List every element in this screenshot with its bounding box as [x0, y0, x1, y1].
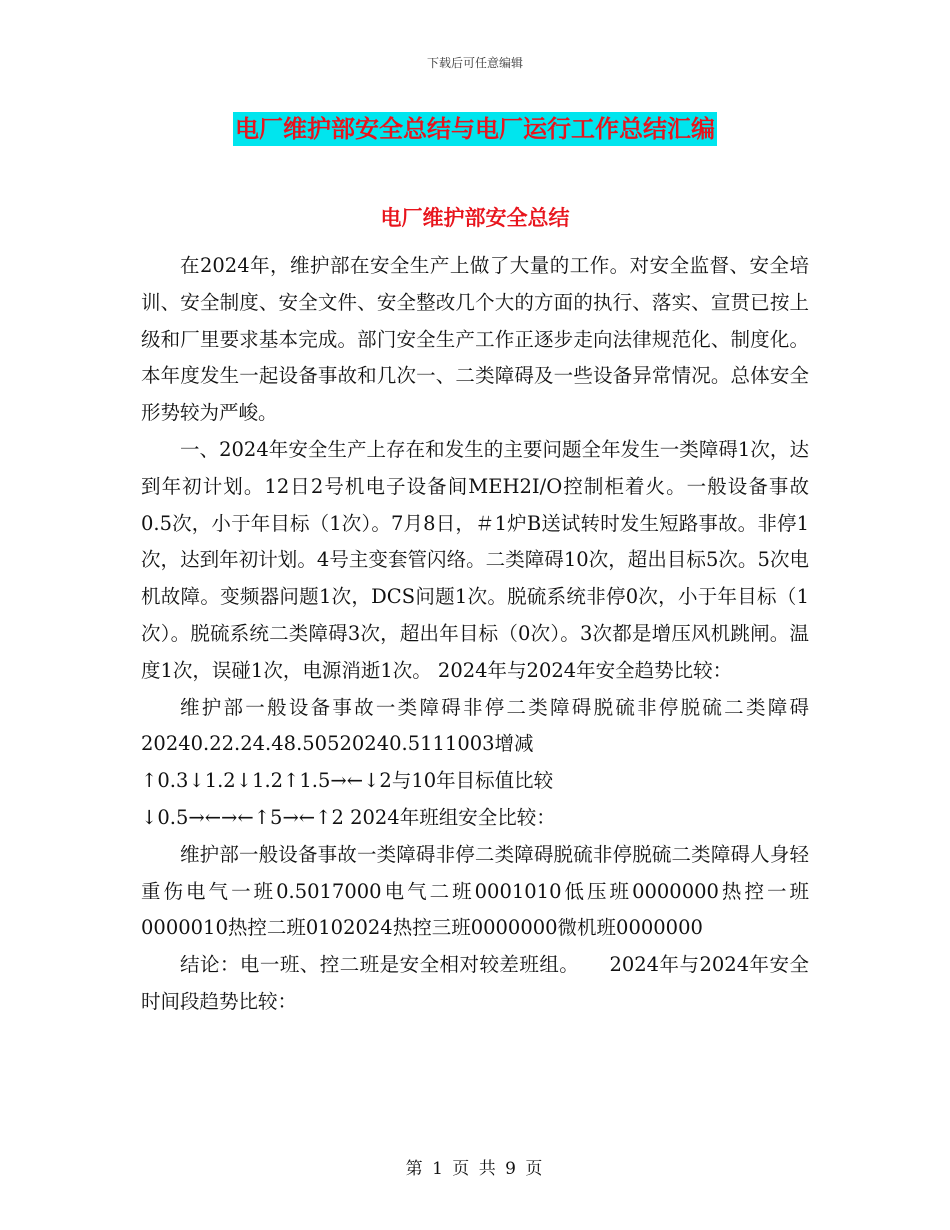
paragraph-trend-table: 维护部一般设备事故一类障碍非停二类障碍脱硫非停脱硫二类障碍20240.22.24.48.50520240.5111003增减 [141, 695, 809, 756]
paragraph-conclusion: 结论：电一班、控二班是安全相对较差班组。 2024年与2024年安全时间段趋势比较： [141, 953, 809, 1013]
paragraph-team-table: 维护部一般设备事故一类障碍非停二类障碍脱硫非停脱硫二类障碍人身轻重伤电气一班0.5017000电气二班0001010低压班0000000热控一班0000010热控二班0102024热控三班0000000微机班0000000 [141, 842, 809, 940]
paragraph-intro: 在2024年，维护部在安全生产上做了大量的工作。对安全监督、安全培训、安全制度、安全文件、安全整改几个大的方面的执行、落实、宣贯已按上级和厂里要求基本完成。部门安全生产工作正逐步走向法律规范化、制度化。本年度发生一起设备事故和几次一、二类障碍及一些设备异常情况。总体安全形势较为严峻。 [141, 254, 809, 425]
section-title: 电厂维护部安全总结 [380, 205, 570, 230]
paragraph-problems: 一、2024年安全生产上存在和发生的主要问题全年发生一类障碍1次，达到年初计划。12日2号机电子设备间MEH2I/O控制柜着火。一般设备事故0.5次，小于年目标（1次）。7月8日，＃1炉B送试转时发生短路事故。非停1次，达到年初计划。4号主变套管闪络。二类障碍10次，超出目标5次。5次电机故障。变频器问题1次，DCS问题1次。脱硫系统非停0次，小于年目标（1次）。脱硫系统二类障碍3次，超出年目标（0次）。3次都是增压风机跳闸。温度1次，误碰1次，电源消逝1次。 2024年与2024年安全趋势比较： [141, 437, 809, 682]
document-title [0, 112, 950, 146]
document-title-text: 电厂维护部安全总结与电厂运行工作总结汇编 [233, 112, 717, 146]
document-body [141, 248, 809, 1021]
paragraph-target-compare: ↓0.5→←→←↑5→←↑2 2024年班组安全比较： [141, 805, 556, 829]
page-header-note: 下载后可任意编辑 [426, 56, 523, 70]
paragraph-trend-change: ↑0.3↓1.2↓1.2↑1.5→←↓2与10年目标值比较 [141, 769, 554, 793]
page-footer: 第 1 页 共 9 页 [405, 1159, 545, 1179]
